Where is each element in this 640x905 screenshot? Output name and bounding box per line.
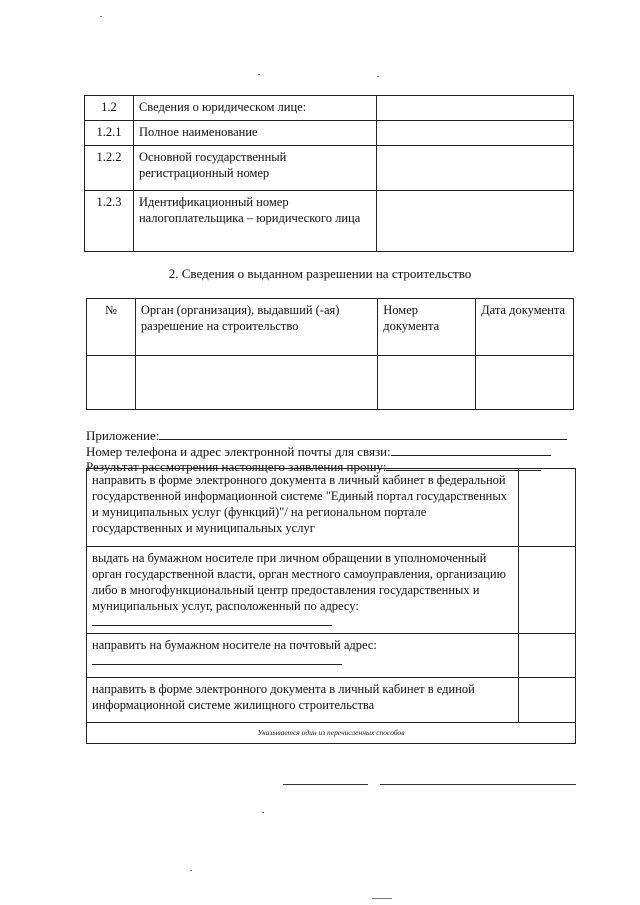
- value-cell[interactable]: [376, 96, 573, 121]
- footnote: Указывается один из перечисленных способов: [87, 723, 576, 744]
- value-cell[interactable]: [376, 121, 573, 146]
- scan-speck: [190, 870, 192, 871]
- attachment-field[interactable]: [159, 428, 567, 440]
- option-text: [87, 547, 519, 634]
- footnote-row: [87, 723, 576, 744]
- table-row: [85, 121, 574, 146]
- attachment-line: [86, 428, 567, 443]
- scan-speck: [258, 74, 260, 75]
- doc-number-cell[interactable]: [378, 356, 476, 410]
- option-mark-cell[interactable]: [519, 469, 576, 547]
- option-mark-cell[interactable]: [519, 547, 576, 634]
- scan-speck: [262, 812, 264, 813]
- row-number: 1.2.2: [85, 146, 134, 191]
- option-mark-cell[interactable]: [519, 634, 576, 678]
- contact-label: Номер телефона и адрес электронной почты для связи:: [86, 444, 391, 459]
- option-row: [87, 547, 576, 634]
- table-row: [85, 146, 574, 191]
- scan-speck: [372, 898, 392, 899]
- legal-entity-table: [84, 95, 574, 252]
- option-mark-cell[interactable]: [519, 678, 576, 723]
- signature-field[interactable]: [283, 784, 368, 785]
- option-text: направить в форме электронного документа в личный кабинет в единой информационной системе жилищного строительства: [87, 678, 519, 723]
- permit-table: [86, 298, 574, 410]
- col-header-doc-number: Номер документа: [378, 299, 476, 356]
- option-text: [87, 634, 519, 678]
- result-options-table: [86, 468, 576, 744]
- row-label: Полное наименование: [133, 121, 376, 146]
- attachment-label: Приложение:: [86, 428, 160, 443]
- option-text: направить в форме электронного документа в личный кабинет в федеральной государственной информационной системе "Единый портал государственных и муниципальных услуг (функций)"/ на региональном портале государственных и муниципальных услуг: [87, 469, 519, 547]
- num-cell[interactable]: [87, 356, 136, 410]
- col-header-num: №: [87, 299, 136, 356]
- name-field[interactable]: [380, 784, 576, 785]
- scan-speck: [100, 16, 102, 17]
- result-label: Результат рассмотрения настоящего заявления прошу:: [86, 459, 387, 474]
- table-row: [85, 96, 574, 121]
- scan-speck: [377, 76, 379, 77]
- organ-cell[interactable]: [135, 356, 377, 410]
- contact-line: [86, 444, 551, 459]
- doc-date-cell[interactable]: [476, 356, 574, 410]
- table-row: [87, 356, 574, 410]
- col-header-organ: Орган (организация), выдавший (-ая) разрешение на строительство: [135, 299, 377, 356]
- address-field[interactable]: [92, 614, 332, 626]
- row-number: 1.2.1: [85, 121, 134, 146]
- contact-field[interactable]: [391, 444, 551, 456]
- option-text-content: выдать на бумажном носителе при личном обращении в уполномоченный орган государственной власти, орган местного самоуправления, организацию либо в многофункциональный центр предоставления государственных и муниципальных услуг, расположенный по адресу:: [92, 551, 506, 613]
- row-label: Сведения о юридическом лице:: [133, 96, 376, 121]
- row-number: 1.2: [85, 96, 134, 121]
- postal-address-field[interactable]: [92, 653, 342, 665]
- option-row: [87, 634, 576, 678]
- row-number: 1.2.3: [85, 191, 134, 252]
- option-text-content: направить на бумажном носителе на почтовый адрес:: [92, 638, 377, 652]
- option-row: [87, 678, 576, 723]
- col-header-doc-date: Дата документа: [476, 299, 574, 356]
- row-label: Основной государственный регистрационный номер: [133, 146, 376, 191]
- option-row: [87, 469, 576, 547]
- section-2-heading: 2. Сведения о выданном разрешении на строительство: [168, 266, 472, 281]
- value-cell[interactable]: [376, 191, 573, 252]
- value-cell[interactable]: [376, 146, 573, 191]
- row-label: Идентификационный номер налогоплательщика – юридического лица: [133, 191, 376, 252]
- table-header-row: [87, 299, 574, 356]
- table-row: [85, 191, 574, 252]
